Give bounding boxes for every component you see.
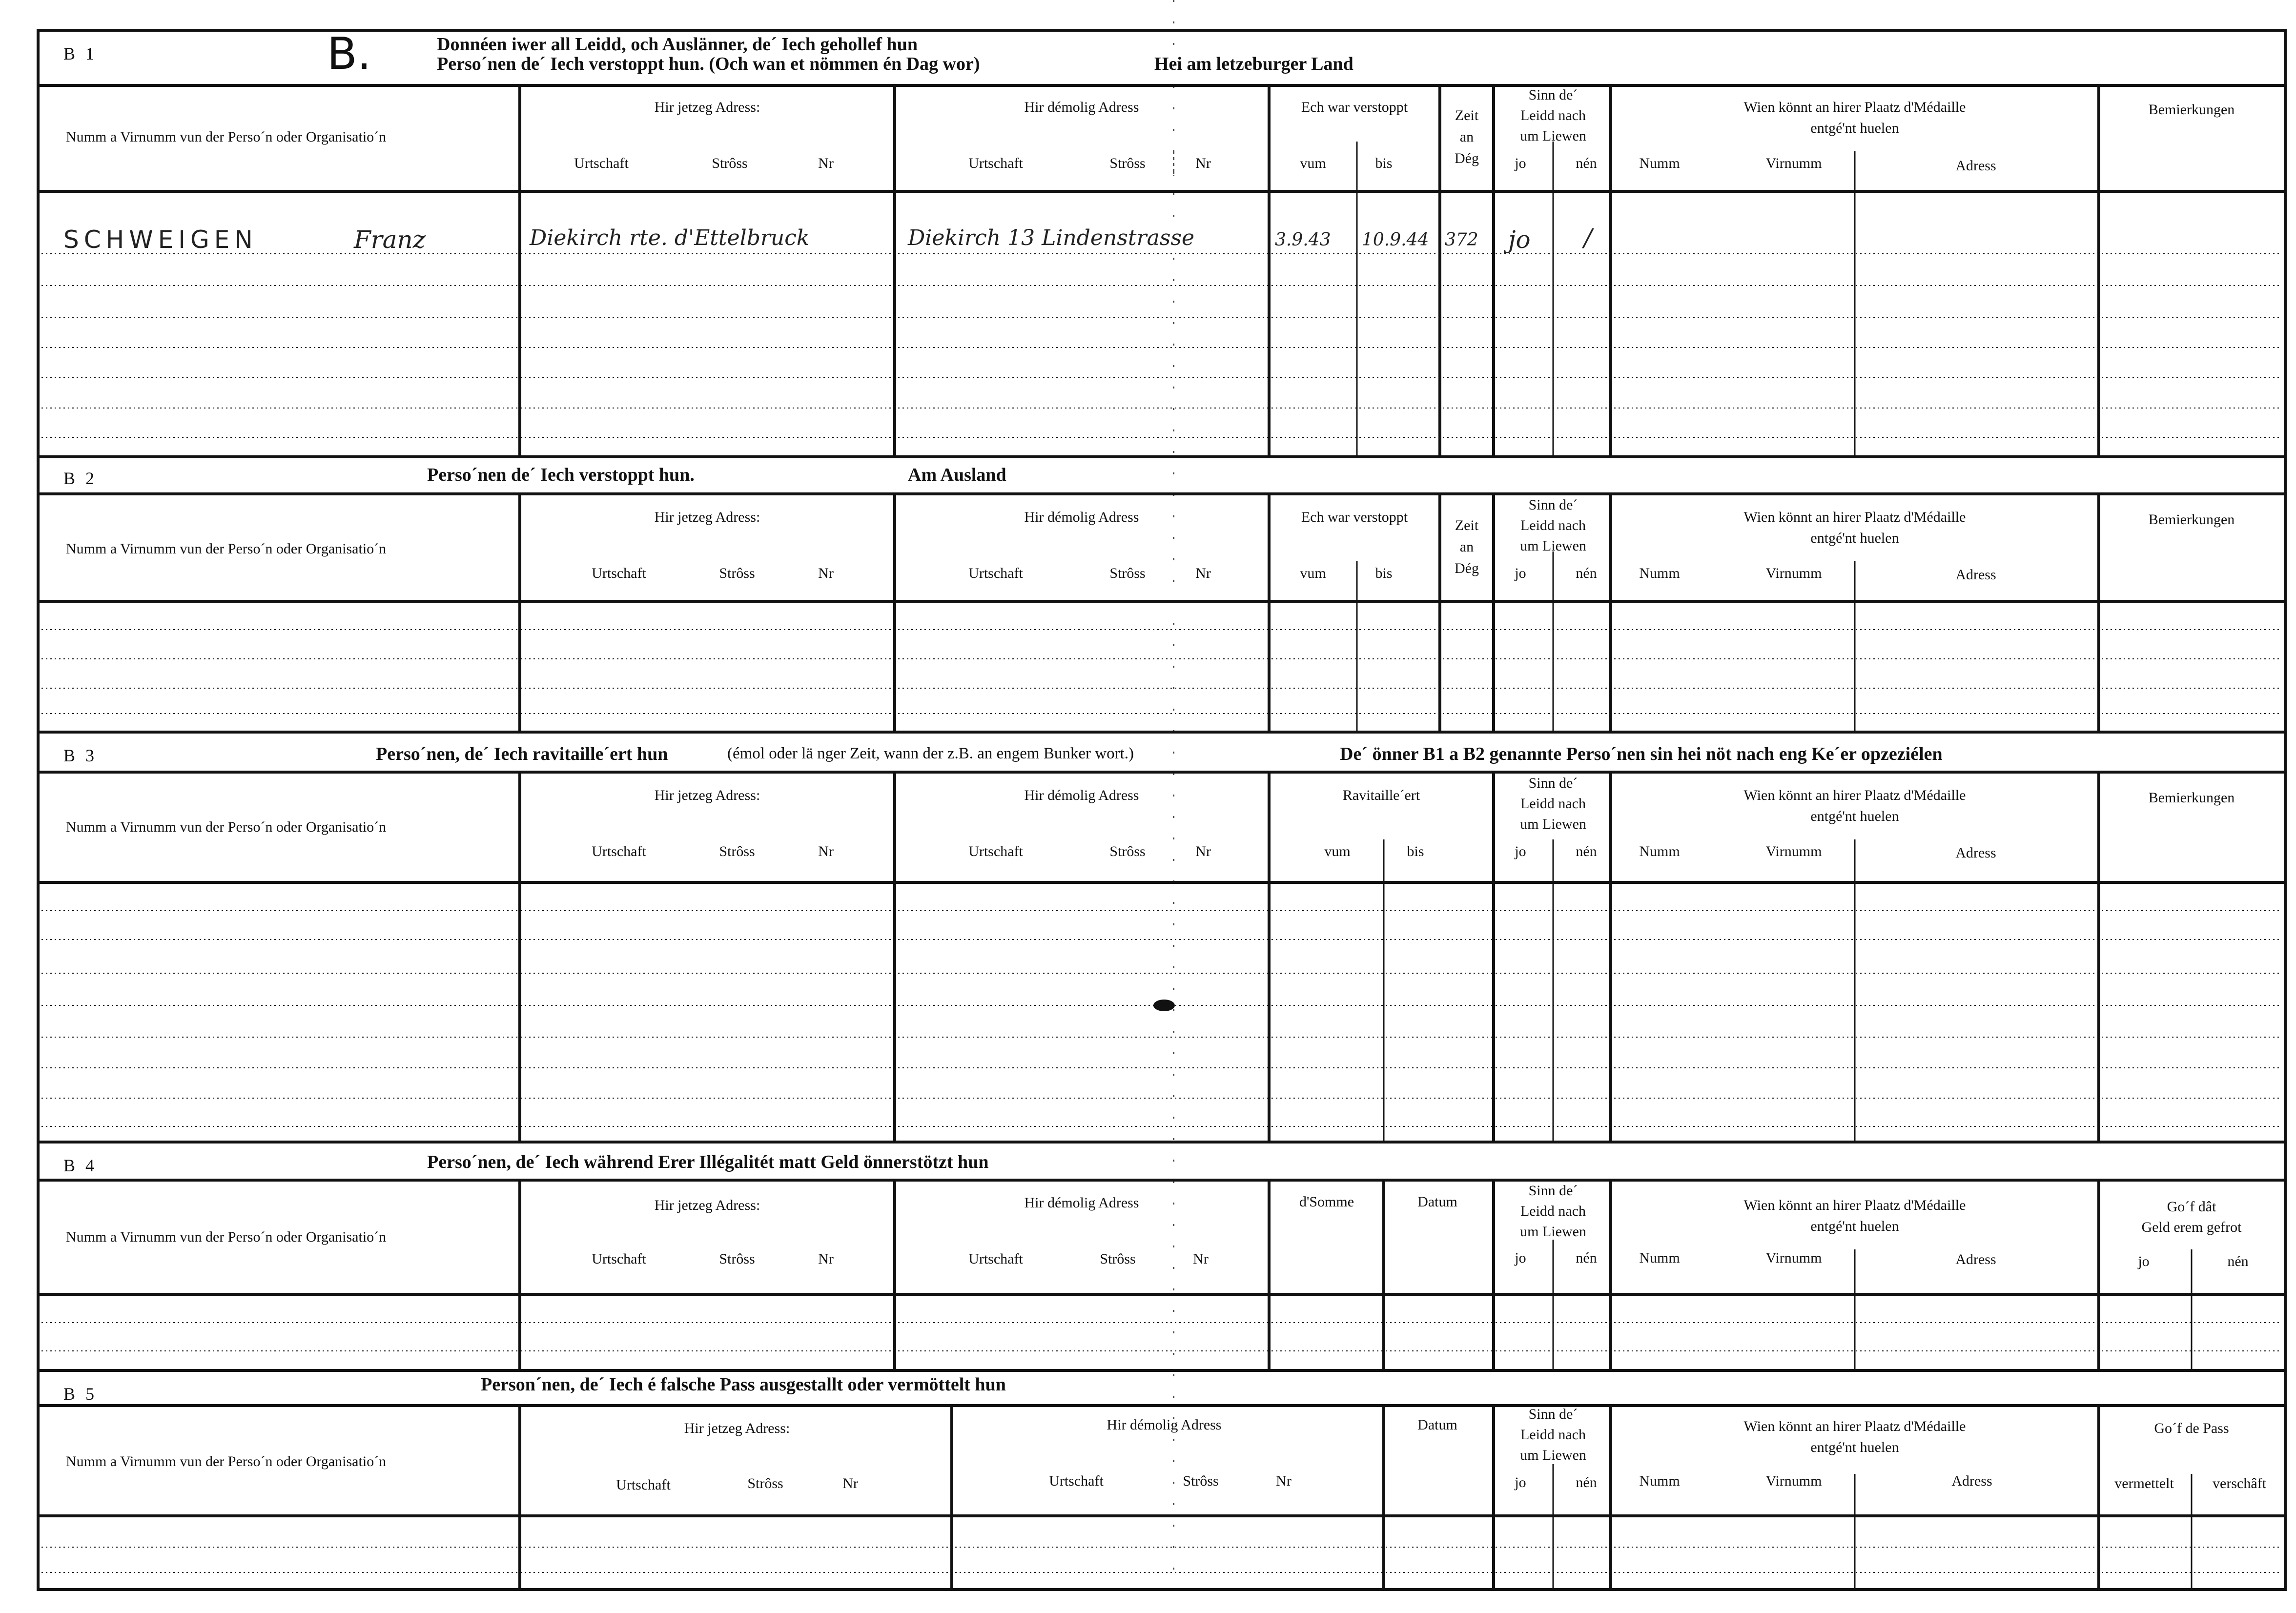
b5-header-medaille-2: entgé'nt huelen xyxy=(1810,1439,1899,1455)
b4-header-name: Numm a Virnumm vun der Perso´n oder Organisatio´n xyxy=(66,1229,387,1245)
b2-header-numm: Numm xyxy=(1639,565,1680,581)
b2-header-liewen: um Liewen xyxy=(1520,538,1586,554)
b5-header-nen: nén xyxy=(1576,1474,1597,1490)
b2-header-urtschaft: Urtschaft xyxy=(592,565,646,581)
b1-header-deg: Dég xyxy=(1455,150,1479,166)
b4-header-urtschaft: Urtschaft xyxy=(592,1251,646,1267)
b2-header-vum: vum xyxy=(1300,565,1326,581)
b4-code: B 4 xyxy=(63,1156,98,1175)
entry-firstname: Franz xyxy=(354,225,426,254)
b4-header-geld-2: Geld erem gefrot xyxy=(2141,1219,2242,1235)
b5-header-datum: Datum xyxy=(1417,1417,1457,1433)
b3-header-adress: Adress xyxy=(1955,845,1996,861)
b5-header-verschaft: verschâft xyxy=(2213,1475,2266,1491)
b5-header-name: Numm a Virnumm vun der Perso´n oder Organisatio´n xyxy=(66,1453,387,1470)
b2-header-current-address: Hir jetzeg Adress: xyxy=(654,509,760,525)
b3-header-nen: nén xyxy=(1576,843,1597,859)
b1-header-medaille-1: Wien könnt an hirer Plaatz d'Médaille xyxy=(1743,99,1966,115)
b3-header-numm: Numm xyxy=(1639,843,1680,859)
b2-header-sinn: Sinn de´ xyxy=(1528,497,1578,513)
b1-header-urtschaft-2: Urtschaft xyxy=(968,155,1023,171)
b2-title: Perso´nen de´ Iech verstoppt hun. xyxy=(427,465,695,485)
b5-header-jo: jo xyxy=(1515,1474,1526,1490)
b3-header-stross: Strôss xyxy=(719,843,755,859)
b5-header-adress: Adress xyxy=(1951,1473,1992,1489)
b5-header-numm: Numm xyxy=(1639,1473,1680,1489)
b2-header-virnumm: Virnumm xyxy=(1765,565,1822,581)
b2-header-nr-2: Nr xyxy=(1195,565,1211,581)
entry-current-address: Diekirch rte. d'Ettelbruck xyxy=(530,225,810,250)
b4-header-nen: nén xyxy=(1576,1250,1597,1266)
b5-header-stross: Strôss xyxy=(747,1475,783,1491)
b1-header-bemierkungen: Bemierkungen xyxy=(2148,102,2235,118)
b3-header-jo: jo xyxy=(1515,843,1526,859)
b3-header-liewen: um Liewen xyxy=(1520,816,1586,832)
b1-header-numm: Numm xyxy=(1639,155,1680,171)
b3-code: B 3 xyxy=(63,746,98,765)
b1-header-leidd: Leidd nach xyxy=(1520,107,1586,123)
b4-header-geld-jo: jo xyxy=(2138,1253,2150,1269)
b1-header-jo: jo xyxy=(1515,155,1526,171)
b2-header-an: an xyxy=(1459,539,1474,555)
b1-header-sinn: Sinn de´ xyxy=(1528,87,1578,103)
b3-header-nr-2: Nr xyxy=(1195,843,1211,859)
b4-header-datum: Datum xyxy=(1417,1194,1457,1210)
entry-alive-no: / xyxy=(1584,224,1592,252)
b1-header-stross: Strôss xyxy=(712,155,748,171)
b2-header-nr: Nr xyxy=(818,565,834,581)
b4-header-leidd: Leidd nach xyxy=(1520,1203,1586,1219)
b5-title: Person´nen, de´ Iech é falsche Pass ausgestallt oder vermöttelt hun xyxy=(481,1374,1006,1395)
b3-header-bis: bis xyxy=(1407,843,1424,859)
form-letter: B. xyxy=(327,28,371,80)
b2-header-name: Numm a Virnumm vun der Perso´n oder Organisatio´n xyxy=(66,541,387,557)
b1-header-adress: Adress xyxy=(1955,158,1996,174)
b1-header-name: Numm a Virnumm vun der Perso´n oder Organisatio´n xyxy=(66,129,387,145)
b1-code: B 1 xyxy=(63,44,98,63)
b2-header-zeit: Zeit xyxy=(1455,517,1479,533)
b3-header-ravitailleert: Ravitaille´ert xyxy=(1342,787,1420,803)
b3-header-stross-2: Strôss xyxy=(1109,843,1146,859)
form-border xyxy=(38,30,2285,1590)
b3-header-virnumm: Virnumm xyxy=(1765,843,1822,859)
b2-header-bemierkungen: Bemierkungen xyxy=(2148,511,2235,528)
b3-header-nr: Nr xyxy=(818,843,834,859)
b4-header-medaille-2: entgé'nt huelen xyxy=(1810,1218,1899,1234)
b3-header-sinn: Sinn de´ xyxy=(1528,775,1578,791)
b1-header-nen: nén xyxy=(1576,155,1597,171)
b1-header-current-address: Hir jetzeg Adress: xyxy=(654,99,760,115)
b1-header-former-address: Hir démolig Adress xyxy=(1024,99,1139,115)
b3-header-medaille-1: Wien könnt an hirer Plaatz d'Médaille xyxy=(1743,787,1966,803)
b5-header-virnumm: Virnumm xyxy=(1765,1473,1822,1489)
b4-header-nr: Nr xyxy=(818,1251,834,1267)
b4-header-stross: Strôss xyxy=(719,1251,755,1267)
b2-code: B 2 xyxy=(63,469,98,488)
b3-header-current-address: Hir jetzeg Adress: xyxy=(654,787,760,803)
b3-header-former-address: Hir démolig Adress xyxy=(1024,787,1139,803)
b4-header-geld-1: Go´f dât xyxy=(2167,1199,2216,1215)
b4-header-numm: Numm xyxy=(1639,1250,1680,1266)
b5-header-urtschaft-2: Urtschaft xyxy=(1049,1473,1104,1489)
b5-header-urtschaft: Urtschaft xyxy=(616,1477,671,1493)
b3-header-urtschaft: Urtschaft xyxy=(592,843,646,859)
b4-header-urtschaft-2: Urtschaft xyxy=(968,1251,1023,1267)
b5-header-leidd: Leidd nach xyxy=(1520,1427,1586,1443)
b3-title-main: Perso´nen, de´ Iech ravitaille´ert hun xyxy=(376,744,668,764)
b4-header-jo: jo xyxy=(1515,1250,1526,1266)
b2-header-hidden: Ech war verstoppt xyxy=(1301,509,1408,525)
b1-header-liewen: um Liewen xyxy=(1520,128,1586,144)
ink-blot xyxy=(1153,1000,1175,1011)
b4-header-current-address: Hir jetzeg Adress: xyxy=(654,1197,760,1213)
b2-grid xyxy=(38,494,2285,732)
b5-header-nr: Nr xyxy=(842,1475,858,1491)
b2-header-deg: Dég xyxy=(1455,560,1479,576)
b5-header-liewen: um Liewen xyxy=(1520,1447,1586,1463)
entry-former-address: Diekirch 13 Lindenstrasse xyxy=(908,225,1194,250)
b1-header-bis: bis xyxy=(1375,155,1393,171)
b3-title-right: De´ önner B1 a B2 genannte Perso´nen sin hei nöt nach eng Ke´er opzeziélen xyxy=(1340,744,1943,764)
b4-header-stross-2: Strôss xyxy=(1100,1251,1136,1267)
b2-header-adress: Adress xyxy=(1955,567,1996,583)
b2-header-leidd: Leidd nach xyxy=(1520,517,1586,533)
b4-header-somme: d'Somme xyxy=(1299,1194,1354,1210)
b1-header-zeit: Zeit xyxy=(1455,107,1479,123)
b4-header-adress: Adress xyxy=(1955,1251,1996,1267)
b1-title-line1: Donnéen iwer all Leidd, och Auslänner, de´ Iech gehollef hun xyxy=(437,34,918,55)
b3-header-leidd: Leidd nach xyxy=(1520,796,1586,812)
b1-title-right: Hei am letzeburger Land xyxy=(1154,54,1353,74)
entry-alive-yes: jo xyxy=(1508,225,1531,254)
b2-header-medaille-1: Wien könnt an hirer Plaatz d'Médaille xyxy=(1743,509,1966,525)
b3-header-urtschaft-2: Urtschaft xyxy=(968,843,1023,859)
b3-header-vum: vum xyxy=(1324,843,1351,859)
b2-header-former-address: Hir démolig Adress xyxy=(1024,509,1139,525)
b2-header-nen: nén xyxy=(1576,565,1597,581)
b4-header-virnumm: Virnumm xyxy=(1765,1250,1822,1266)
b5-header-vermettelt: vermettelt xyxy=(2114,1475,2174,1491)
b1-header-an: an xyxy=(1459,129,1474,145)
b1-header-stross-2: Strôss xyxy=(1109,155,1146,171)
b4-header-sinn: Sinn de´ xyxy=(1528,1183,1578,1199)
b1-header-vum: vum xyxy=(1300,155,1326,171)
entry-to: 10.9.44 xyxy=(1362,230,1429,250)
b4-header-liewen: um Liewen xyxy=(1520,1224,1586,1240)
b4-header-medaille-1: Wien könnt an hirer Plaatz d'Médaille xyxy=(1743,1197,1966,1213)
b2-header-jo: jo xyxy=(1515,565,1526,581)
b5-header-nr-2: Nr xyxy=(1276,1473,1292,1489)
b1-header-medaille-2: entgé'nt huelen xyxy=(1810,120,1899,136)
b3-title-paren: (émol oder lä nger Zeit, wann der z.B. an engem Bunker wort.) xyxy=(727,745,1134,762)
b5-header-current-address: Hir jetzeg Adress: xyxy=(684,1420,790,1436)
b2-header-medaille-2: entgé'nt huelen xyxy=(1810,530,1899,546)
b2-header-bis: bis xyxy=(1375,565,1393,581)
b1-header-hidden: Ech war verstoppt xyxy=(1301,99,1408,115)
b2-header-urtschaft-2: Urtschaft xyxy=(968,565,1023,581)
b1-header-nr-2: Nr xyxy=(1195,155,1211,171)
b1-header-virnumm: Virnumm xyxy=(1765,155,1822,171)
b4-header-nr-2: Nr xyxy=(1193,1251,1209,1267)
entry-surname: SCHWEIGEN xyxy=(63,225,258,254)
b5-header-former-address: Hir démolig Adress xyxy=(1107,1417,1222,1433)
b5-header-stross-2: Strôss xyxy=(1183,1473,1219,1489)
b5-header-sinn: Sinn de´ xyxy=(1528,1406,1578,1422)
b4-header-former-address: Hir démolig Adress xyxy=(1024,1195,1139,1211)
b4-header-geld-nen: nén xyxy=(2227,1253,2249,1269)
b1-header-nr: Nr xyxy=(818,155,834,171)
b2-title-right: Am Ausland xyxy=(908,465,1006,485)
entry-from: 3.9.43 xyxy=(1275,230,1331,250)
b5-header-pass-title: Go´f de Pass xyxy=(2154,1420,2229,1436)
b3-header-medaille-2: entgé'nt huelen xyxy=(1810,808,1899,824)
b3-header-name: Numm a Virnumm vun der Perso´n oder Organisatio´n xyxy=(66,819,387,835)
b5-header-medaille-1: Wien könnt an hirer Plaatz d'Médaille xyxy=(1743,1418,1966,1434)
b4-title: Perso´nen, de´ Iech während Erer Illégalitét matt Geld önnerstötzt hun xyxy=(427,1152,989,1172)
b3-header-bemierkungen: Bemierkungen xyxy=(2148,790,2235,806)
b2-header-stross-2: Strôss xyxy=(1109,565,1146,581)
b5-code: B 5 xyxy=(63,1384,98,1404)
b1-title-line2: Perso´nen de´ Iech verstoppt hun. (Och wan et nömmen én Dag wor) xyxy=(437,54,980,74)
b2-header-stross: Strôss xyxy=(719,565,755,581)
b1-header-urtschaft: Urtschaft xyxy=(574,155,629,171)
entry-days: 372 xyxy=(1445,230,1478,250)
